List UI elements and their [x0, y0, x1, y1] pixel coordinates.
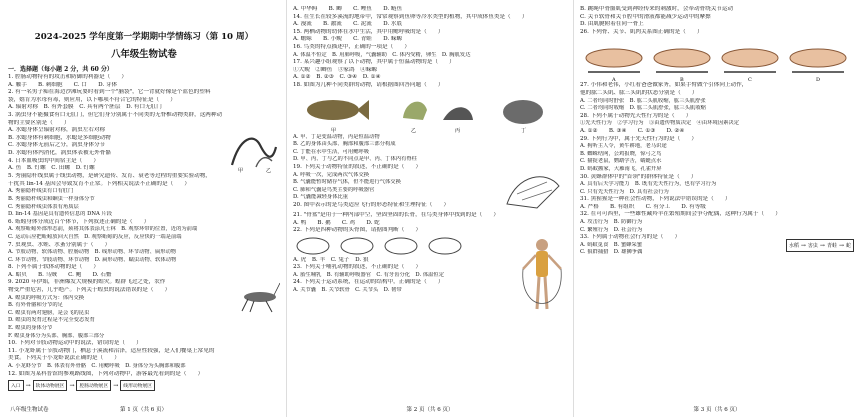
option-row: A. ①② B. ②③ C. ③④ D. ①④ [293, 74, 381, 81]
option: C. 蝗虫有两对翅膀，是会飞的昆虫 [8, 309, 90, 316]
option: D. 气囊能减轻身体比重 [293, 194, 349, 201]
question-text: 1. 腔肠动物特有的攻击和防御的利器是（ ） [8, 74, 127, 80]
option: C. 肺和气囊是鸟类主要的呼吸器官 [293, 186, 375, 193]
question-options: A. 二者均同时舒张 B. 肱二头肌收缩，肱三头肌舒张 [580, 97, 706, 104]
svg-text:丁: 丁 [521, 127, 527, 134]
option: C. 秀丽隐杆线虫体表有角质层 [8, 203, 79, 210]
question-options: A. 中华鲟 B. 鲫 C. 鲤鱼 D. 鲢鱼 [293, 6, 403, 12]
question-text: 袋，嬉肯为水母有毒，则应用，以下哪项不符合它的特征是（ ） [8, 96, 176, 103]
question-options: A. 蟾蜍 B. 小鲵 C. 青蛙 D. 蝾螈 [293, 36, 403, 43]
chain-item: 水稻 [788, 243, 799, 250]
fig-label: 乙 [266, 168, 272, 174]
option: C. 丁能在水中生活，可用鳃呼吸 [293, 148, 370, 155]
question-options: C. 狼群捕猎 D. 雄狮争偶 [580, 249, 643, 256]
option: A. 呼吸一次，完成两次气体交换 [293, 171, 370, 178]
question-options: A. 攻击行为 B. 防御行为 [580, 219, 643, 226]
chain-item: 青蛙 [826, 243, 837, 250]
question-options: A. 体温不恒定 B. 用肺呼吸，气囊辅助 C. 体内受精，卵生 D. 胸肌发达 [293, 51, 471, 58]
question-text: 21. "骨盆"是用于一种内部中空，坚固坚固的长骨，在鸟类身体中找到的是（ ） [293, 211, 500, 218]
question-text: 18. 如图为几种不同类群的动物，请根据图回答问题（ ） [293, 81, 444, 88]
question-text: B. 跳绳中骨骼肌受到神经传来的刺激时，会牵动骨绕关节运动 [580, 6, 734, 12]
question-text: C. 关节软骨和关节腔中的滑液都能减少运动中的摩擦 [580, 13, 711, 20]
exam-subtitle: 八年级生物试卷 [111, 49, 177, 60]
question-text: 24. 下列关于运动系统，在运动的结构中，正确的是（ ） [293, 279, 444, 286]
question-text: 4. 日本血吸虫的中间宿主是（ ） [8, 157, 100, 164]
question-options: C. 繁殖行为 D. 社会行为 [580, 226, 643, 233]
route-box: 入口 [8, 380, 24, 391]
fish-shape [307, 100, 359, 120]
route-box: 软体动物展区 [33, 380, 68, 391]
question-options: A. 漫流 B. 激流 C. 泥流 D. 水底 [293, 21, 403, 28]
svg-text:甲: 甲 [331, 127, 337, 134]
question-text: 17. 某兴趣小组观察了以下动物，其中属于恒温动物的是（ ） [293, 59, 455, 66]
question-text: 26. 下列骨、关节、肌肉关系图正确的是（ ） [580, 28, 703, 35]
question-options: A. 具有后天学习能力 B. 既有先天性行为，也有学习行为 [580, 181, 717, 188]
page-number: 第 1 页（共 6 页） [120, 407, 167, 413]
muscle-bone-diagrams [580, 36, 854, 82]
question-options: A. 虎 B. 羊 C. 兔子 D. 狼 [293, 256, 369, 263]
question-text: 20. 图中表示的是鸟类适应飞行的形态特征和生理特征（ ） [293, 201, 450, 208]
question-text: 7. 虫观虫、水蛭、水蚤分别属于（ ） [8, 241, 111, 248]
question-options: A. 严格 B. 有组织 C. 有分工 D. 有等级 [580, 203, 706, 210]
skull-figures [293, 235, 473, 257]
question-text: 5. 秀丽隐杆线虫属于线虫动物，是研究遗传、发育、衰老等过程的重要实验动物， [8, 173, 211, 180]
svg-text:乙: 乙 [411, 127, 417, 134]
question-text: 8. 下列不属于软体动物的是（ ） [8, 264, 100, 271]
option: A. 秀丽隐杆线虫有口有肛门 [8, 188, 74, 195]
option: D. 蝗虫的发育过程是不完全变态发育 [8, 317, 95, 324]
footer-left: 八年级生物试卷 [10, 407, 49, 413]
option: B. 乙的身体由头部、胸部和腹部三部分构成 [293, 141, 396, 148]
question-options: A. 胎生哺乳 B. 有辅助呼吸器官 C. 有牙齿分化 D. 体温恒定 [293, 271, 445, 278]
option: D. 蚂蚁搬家，大雁南飞，孔雀开屏 [580, 165, 662, 172]
question-options: A. 鸭 B. 鹅 C. 鸡 D. 蛇 [293, 219, 380, 226]
question-text: 22. 下列是四种动物的头骨图，请据图判断（ ） [293, 227, 422, 234]
question-text: D. 由肌腱附着在同一骨上 [580, 21, 644, 28]
page-number: 第 3 页（共 6 页） [693, 407, 741, 413]
svg-text:丙: 丙 [455, 127, 461, 134]
question-options: A. 鱼 B. 钉螺 C. 田螺 D. 钉螺 [8, 165, 95, 172]
jump-rope-figure [517, 235, 567, 323]
question-text: 29. 下列行为中，属于先天性行为的是（ ） [580, 135, 697, 142]
exam-title: 2024-2025 学年度第一学期期中学情练习（第 10 周） [34, 32, 254, 42]
option: E. 蝗虫的身体分节 [8, 325, 53, 332]
question-text: 6. 蚯蚓身体分成近百个体节，下列叙述正确的是（ ） [8, 218, 150, 225]
option: D. 甲、丙、丁与乙的不同点是甲、丙、丁体内有脊柱 [293, 156, 417, 163]
bird-shape [403, 101, 427, 119]
locust-figure [240, 279, 280, 313]
question-text: 3. 涡虫身不能摄食有口无肛门，但它们身分别属于不同类的无脊椎动物类群，这两种动 [8, 111, 223, 118]
route-box: 线形动物展区 [120, 380, 155, 391]
svg-text:D: D [816, 77, 821, 83]
question-text: 物受严重危害，几乎绝产。下列关于蝗虫的说法错误的是（ ） [8, 287, 171, 294]
question-options: A. 关节囊 B. 关节软骨 C. 关节头 D. 韧带 [293, 287, 402, 294]
worm-figure [226, 127, 280, 173]
tour-route-diagram: 入口 → 软体动物展区 → 腔肠动物展区 → 线形动物展区 [8, 380, 280, 391]
animal-figures [293, 90, 563, 134]
question-text: 物的主要区别是（ ） [8, 119, 70, 126]
option: A. 狗听主人令，黄牛耕地，老马识途 [580, 143, 667, 150]
option-row: A. ①② B. ③④ C. ①③ D. ②④ [580, 127, 685, 134]
question-options: C. 二者均同时收缩 D. 肱二头肌舒张，肱三头肌收缩 [580, 105, 706, 112]
question-options: A. 节肢动物、软体动物、腔肠动物 B. 线形动物、环节动物、扁形动物 [8, 249, 177, 256]
question-text: 27. 小伟和老伟，小红看爸爸做家务，如果手臂做个引体向上动作， [580, 82, 748, 89]
question-text: 31. 黑猩猩是一种社会性动物，下列说法中错误的是（ ） [580, 196, 731, 203]
question-text: 28. 下列不属于动物先天性行为的是（ ） [580, 112, 692, 119]
option: B. 蜘蛛结网，公鸡报晓，惊弓之鸟 [580, 150, 662, 157]
question-text: 美食。下列关于小龙虾说法正确的是（ ） [8, 355, 120, 362]
question-options: A. 观察蚯蚓外部形态前，须将其体表涂凡士林 B. 观察环带的位置，近的为前端 [8, 226, 198, 233]
question-options: A. 辐射对称 B. 有外套膜 C. 具有两个胚层 D. 有口无肛门 [8, 104, 162, 111]
option: C. 猫捉老鼠，鹦鹉学舌，蜻蜓点水 [580, 158, 662, 165]
question-options: C. 只有先天性行为 D. 具有社会行为 [580, 188, 669, 195]
question-options: A. 蛤贝 B. 乌贼 C. 鲍 D. 石鳖 [8, 271, 112, 278]
option: D. 水螅有体内消化，涡虫体表被无外骨骼 [8, 149, 111, 156]
svg-text:C: C [748, 77, 752, 83]
question-text: 16. 鸟类的特点描述中，正确的一项是（ ） [293, 43, 410, 50]
chain-item: 蛇 [845, 243, 851, 250]
question-text: 他的肱二头肌、肱三头肌的状态分别是（ ） [580, 89, 698, 96]
option: B. 气囊能暂时储存气体，但不能进行气体交换 [293, 179, 401, 186]
question-text: 19. 下列关于动物特征的叙述，不正确的是（ ） [293, 163, 422, 170]
question-text: 30. 黄蜂群体中的"首领"的群体特征是（ ） [580, 173, 697, 180]
question-text: 干扰其 lin-14 基因会导致发育不正常。下列相关说法不正确的是（ ） [8, 180, 190, 187]
section-heading: 一．选择题（每小题 2 分，共 60 分） [8, 66, 113, 73]
question-options: C. 运动后应把蚯蚓放回大自然 D. 观察蚯蚓的反应，反应快的一端是前端 [8, 233, 182, 240]
question-options: ①先天性行为 ②学习行为 ③由遗传物质决定 ④由环境因素决定 [580, 120, 740, 127]
option: F. 蝗虫身体分为头部、胸部、腹部三部分 [8, 332, 105, 339]
question-text: 32. 在可可西里，一些雄性藏羚羊在繁殖期间会争夺配偶，这种行为属于（ ） [580, 211, 781, 218]
question-options: ①大鲵 ②鲫鱼 ③家鸽 ④蝾螈 [293, 66, 378, 73]
question-text: 10. 下列对节肢动物运动中的说法，错误的是（ ） [8, 340, 142, 347]
page-column-2 [286, 0, 573, 417]
option: D. lin-14 基因是具有遗传信息的 DNA 片段 [8, 211, 113, 218]
option: A. 蝗虫的呼吸方式为：体内交换 [8, 294, 85, 301]
svg-text:B: B [680, 77, 684, 83]
fig-label: 甲 [238, 168, 244, 174]
question-text: 11. 小龙虾属于节肢动物门，栖息于溪流和沼泽，适应性较强，是人们餐桌上常见的 [8, 347, 215, 354]
question-options: A. 小龙虾分节 B. 体表有外骨骼 C. 用鳃呼吸 D. 身体分为头胸部和腹部 [8, 363, 186, 369]
page-number: 第 2 页（共 6 页） [406, 407, 454, 413]
option: B. 秀丽隐杆线虫和蛔虫一样身体分节 [8, 195, 95, 202]
turtle-shape [503, 100, 543, 124]
page-column-3 [573, 0, 860, 417]
option: C. 水螅身体无前后之分，涡虫身体分节 [8, 142, 106, 149]
page-column-1 [0, 0, 286, 417]
food-chain-box: 水稻 → 害虫 → 青蛙 → 蛇 [786, 239, 854, 252]
option: B. 有外骨骼和分节的足 [8, 302, 63, 309]
bird2-shape [443, 107, 473, 120]
bird-skeleton-figure [497, 164, 567, 212]
route-box: 腔肠动物展区 [76, 380, 111, 391]
option: A. 水螅身体呈辐射对称，涡虫左右对称 [8, 127, 106, 134]
question-text: 12. 如图为某科普馆的参观路线图，下列对动物中，游客最先看到的是（ ） [8, 370, 204, 377]
question-options: A. 触手 B. 刺细胞 C. 口 D. 芽体 [8, 81, 118, 88]
question-text: 23. 下列关于哺乳动物的叙述，不正确的是（ ） [293, 264, 422, 271]
question-options: C. 环节动物、节肢动物、环节动物 D. 扁形动物、蠕虫动物、软体动物 [8, 256, 177, 263]
question-text: 9. 2020 年伊始，非洲爆发大规模的蝗灾。蝗群飞过之处，农作 [8, 279, 166, 286]
question-text: 33. 下列属于动物社会行为的是（ ） [580, 234, 681, 241]
question-options: A. 蚂蚁觅食 B. 蜜蜂采蜜 [580, 241, 643, 248]
question-text: 2. 有一名男子痴在海边沙滩玩耍时看到一个"脑袋"，它一背就好像是个蓝色的塑料 [8, 89, 211, 96]
option: B. 水螅身体有刺细胞，水螅是多细胞动物 [8, 134, 111, 141]
svg-text:A: A [612, 77, 616, 83]
question-text: 14. 在生长在较多溪流的地带中，常常观察到鱼卵等冷水类型的植物，其中成体鱼类是（ ） [293, 13, 528, 20]
chain-item: 害虫 [807, 243, 818, 250]
question-text: 15. 两栖动物的幼体在水中生活，其中用鳃呼吸的是（ ） [293, 28, 444, 35]
option: A. 甲、丁是变温动物，丙是恒温动物 [293, 133, 380, 140]
